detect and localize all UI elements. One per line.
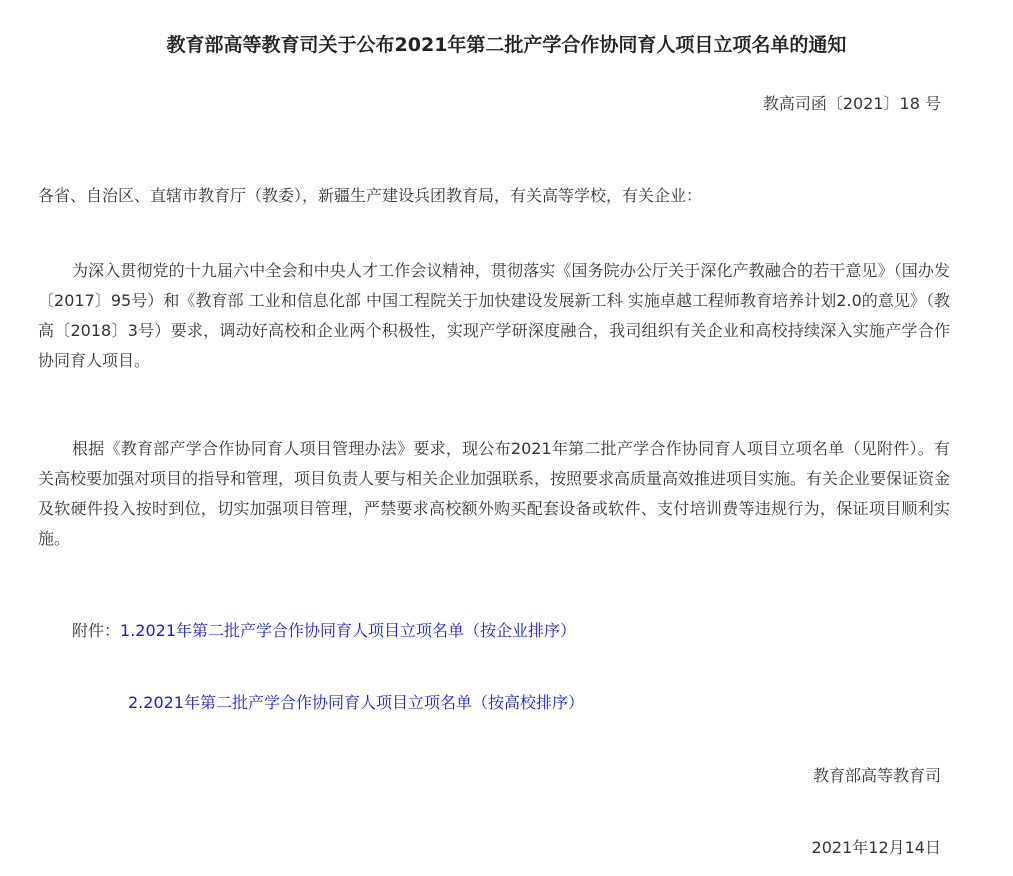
salutation: 各省、自治区、直辖市教育厅（教委），新疆生产建设兵团教育局，有关高等学校，有关企业： xyxy=(38,186,703,205)
attachments-label: 附件： xyxy=(72,621,121,640)
attachment-link-by-company[interactable]: 1.2021年第二批产学合作协同育人项目立项名单（按企业排序） xyxy=(120,621,577,640)
body-paragraph-1: 为深入贯彻党的十九届六中全会和中央人才工作会议精神，贯彻落实《国务院办公厅关于深化产教融合的若干意见》（国办发〔2017〕95号）和《教育部 工业和信息化部 中国工程院关于加快建设发展新工科 实施卓越工程师教育培养计划2.0的意见》（教高〔2018〕3号）要求，调动好高校和企业两个积极性，实现产学研深度融合，我司组织有关企业和高校持续深入实施产学合作协同育人项目。 xyxy=(38,261,950,370)
attachment-row-2 xyxy=(128,689,584,717)
document-number: 教高司函〔2021〕18 号 xyxy=(762,94,941,113)
attachment-link-by-university[interactable]: 2.2021年第二批产学合作协同育人项目立项名单（按高校排序） xyxy=(128,693,584,712)
attachment-row-1 xyxy=(72,617,576,645)
document-title: 教育部高等教育司关于公布2021年第二批产学合作协同育人项目立项名单的通知 xyxy=(166,34,847,56)
issue-date: 2021年12月14日 xyxy=(811,838,941,857)
issuer-signature: 教育部高等教育司 xyxy=(812,766,941,785)
body-paragraph-2: 根据《教育部产学合作协同育人项目管理办法》要求，现公布2021年第二批产学合作协同育人项目立项名单（见附件）。有关高校要加强对项目的指导和管理，项目负责人要与相关企业加强联系，按照要求高质量高效推进项目实施。有关企业要保证资金及软硬件投入按时到位，切实加强项目管理，严禁要求高校额外购买配套设备或软件、支付培训费等违规行为，保证项目顺利实施。 xyxy=(38,439,951,548)
